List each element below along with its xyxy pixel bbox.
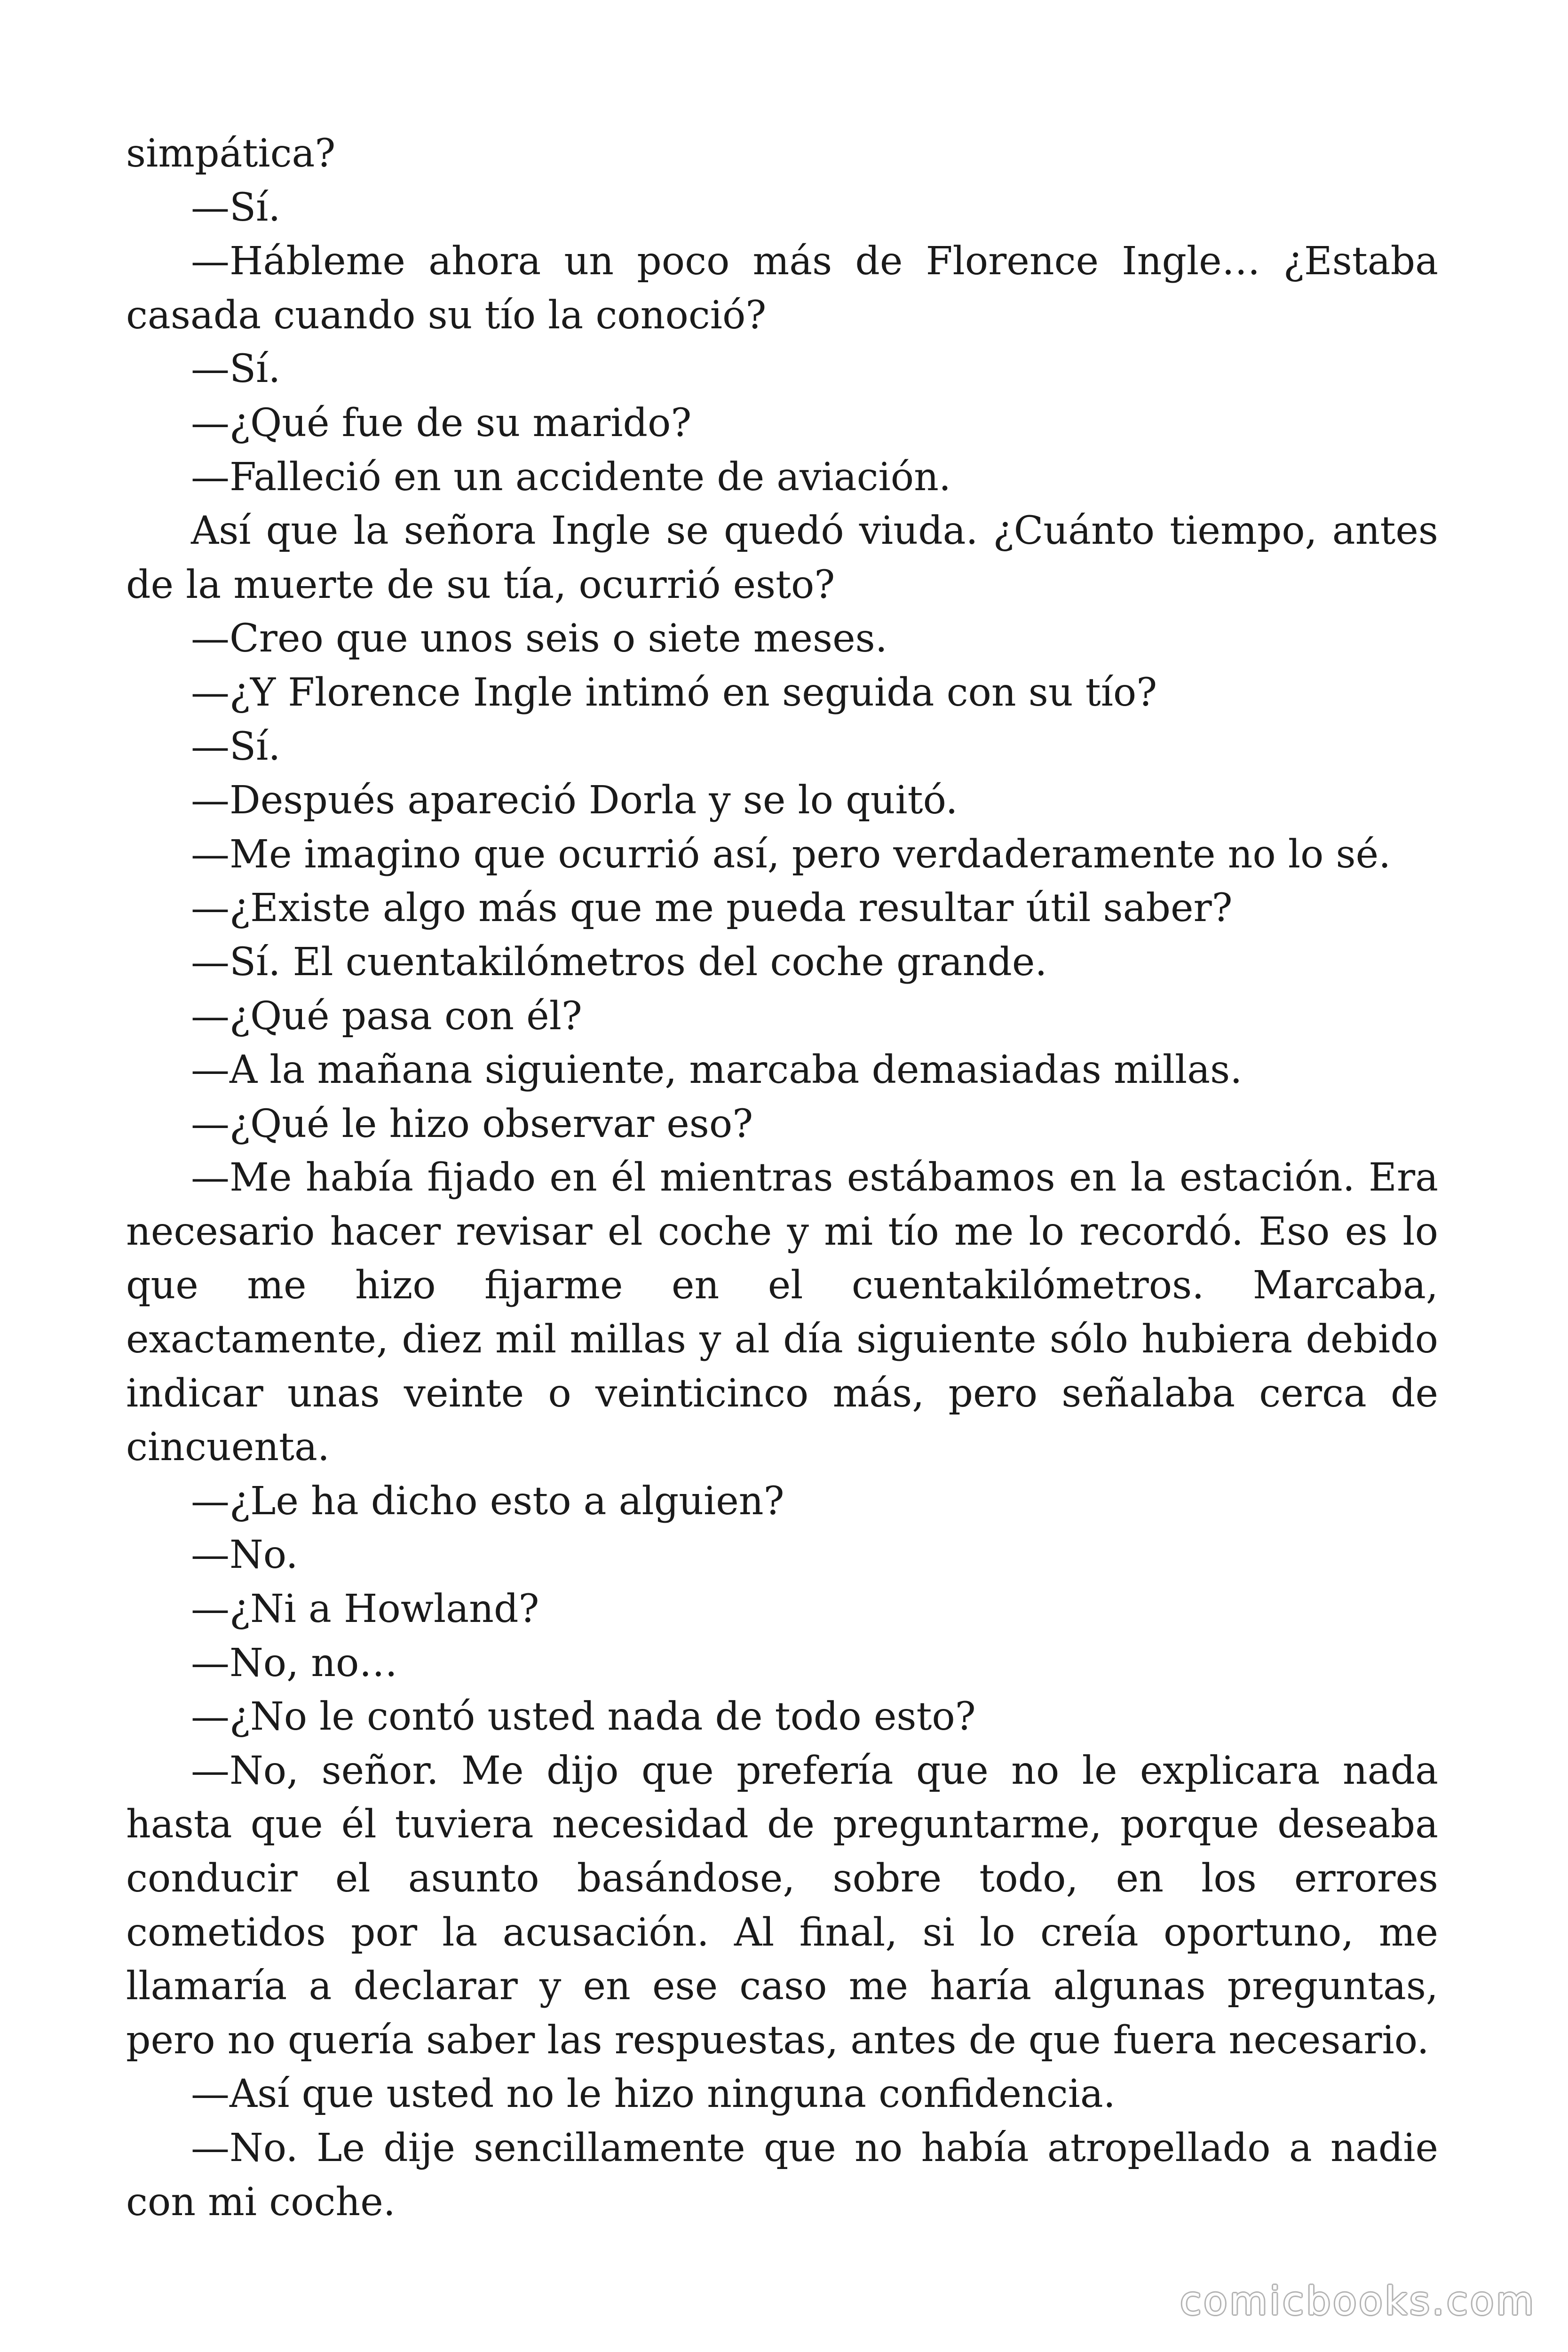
paragraph: —Sí. <box>191 347 281 392</box>
paragraph: —Así que usted no le hizo ninguna confidencia. <box>191 2072 1116 2117</box>
paragraph: —Falleció en un accidente de aviación. <box>191 454 951 500</box>
paragraph: —Creo que unos seis o siete meses. <box>191 616 887 661</box>
paragraph: —Después apareció Dorla y se lo quitó. <box>191 778 958 823</box>
paragraph: Así que la señora Ingle se quedó viuda. ¿Cuánto tiempo, antes de la muerte de su tía, ocurrió esto? <box>126 509 1438 607</box>
paragraph: —¿Qué le hizo observar eso? <box>191 1101 753 1146</box>
paragraph: —¿No le contó usted nada de todo esto? <box>191 1694 976 1740</box>
paragraph: —No, señor. Me dijo que prefería que no le explicara nada hasta que él tuviera necesidad de preguntarme, porque deseaba conducir el asunto basándose, sobre todo, en los errores cometidos por la acusación. Al final, si lo creía oportuno, me llamaría a declarar y en ese caso me haría algunas preguntas, pero no quería saber las respuestas, antes de que fuera necesario. <box>126 1748 1438 2063</box>
paragraph: —¿Le ha dicho esto a alguien? <box>191 1478 784 1524</box>
paragraph: —No. <box>191 1533 298 1578</box>
watermark: comicbooks.com <box>1180 2279 1536 2324</box>
paragraph: —Me había fijado en él mientras estábamos en la estación. Era necesario hacer revisar el coche y mi tío me lo recordó. Eso es lo que me hizo fijarme en el cuentakilómetros. Marcaba, exactamente, diez mil millas y al día siguiente sólo hubiera debido indicar unas veinte o veinticinco más, pero señalaba cerca de cincuenta. <box>126 1155 1438 1470</box>
paragraph: —¿Qué pasa con él? <box>191 993 582 1039</box>
paragraph: —A la mañana siguiente, marcaba demasiadas millas. <box>191 1048 1243 1093</box>
paragraph: —¿Y Florence Ingle intimó en seguida con su tío? <box>191 670 1157 715</box>
paragraph: —Sí. <box>191 185 281 230</box>
page-body-text <box>126 127 1438 2229</box>
paragraph: —Sí. El cuentakilómetros del coche grande. <box>191 939 1047 985</box>
paragraph: —Sí. <box>191 724 281 769</box>
paragraph: —¿Qué fue de su marido? <box>191 400 692 445</box>
paragraph: —¿Ni a Howland? <box>191 1587 539 1632</box>
paragraph: —Me imagino que ocurrió así, pero verdaderamente no lo sé. <box>191 832 1391 877</box>
paragraph: —No. Le dije sencillamente que no había atropellado a nadie con mi coche. <box>126 2125 1438 2225</box>
paragraph: —Hábleme ahora un poco más de Florence Ingle… ¿Estaba casada cuando su tío la conoció? <box>126 239 1438 338</box>
paragraph: —¿Existe algo más que me pueda resultar útil saber? <box>191 886 1233 931</box>
paragraph: simpática? <box>126 131 336 176</box>
paragraph: —No, no… <box>191 1640 398 1685</box>
